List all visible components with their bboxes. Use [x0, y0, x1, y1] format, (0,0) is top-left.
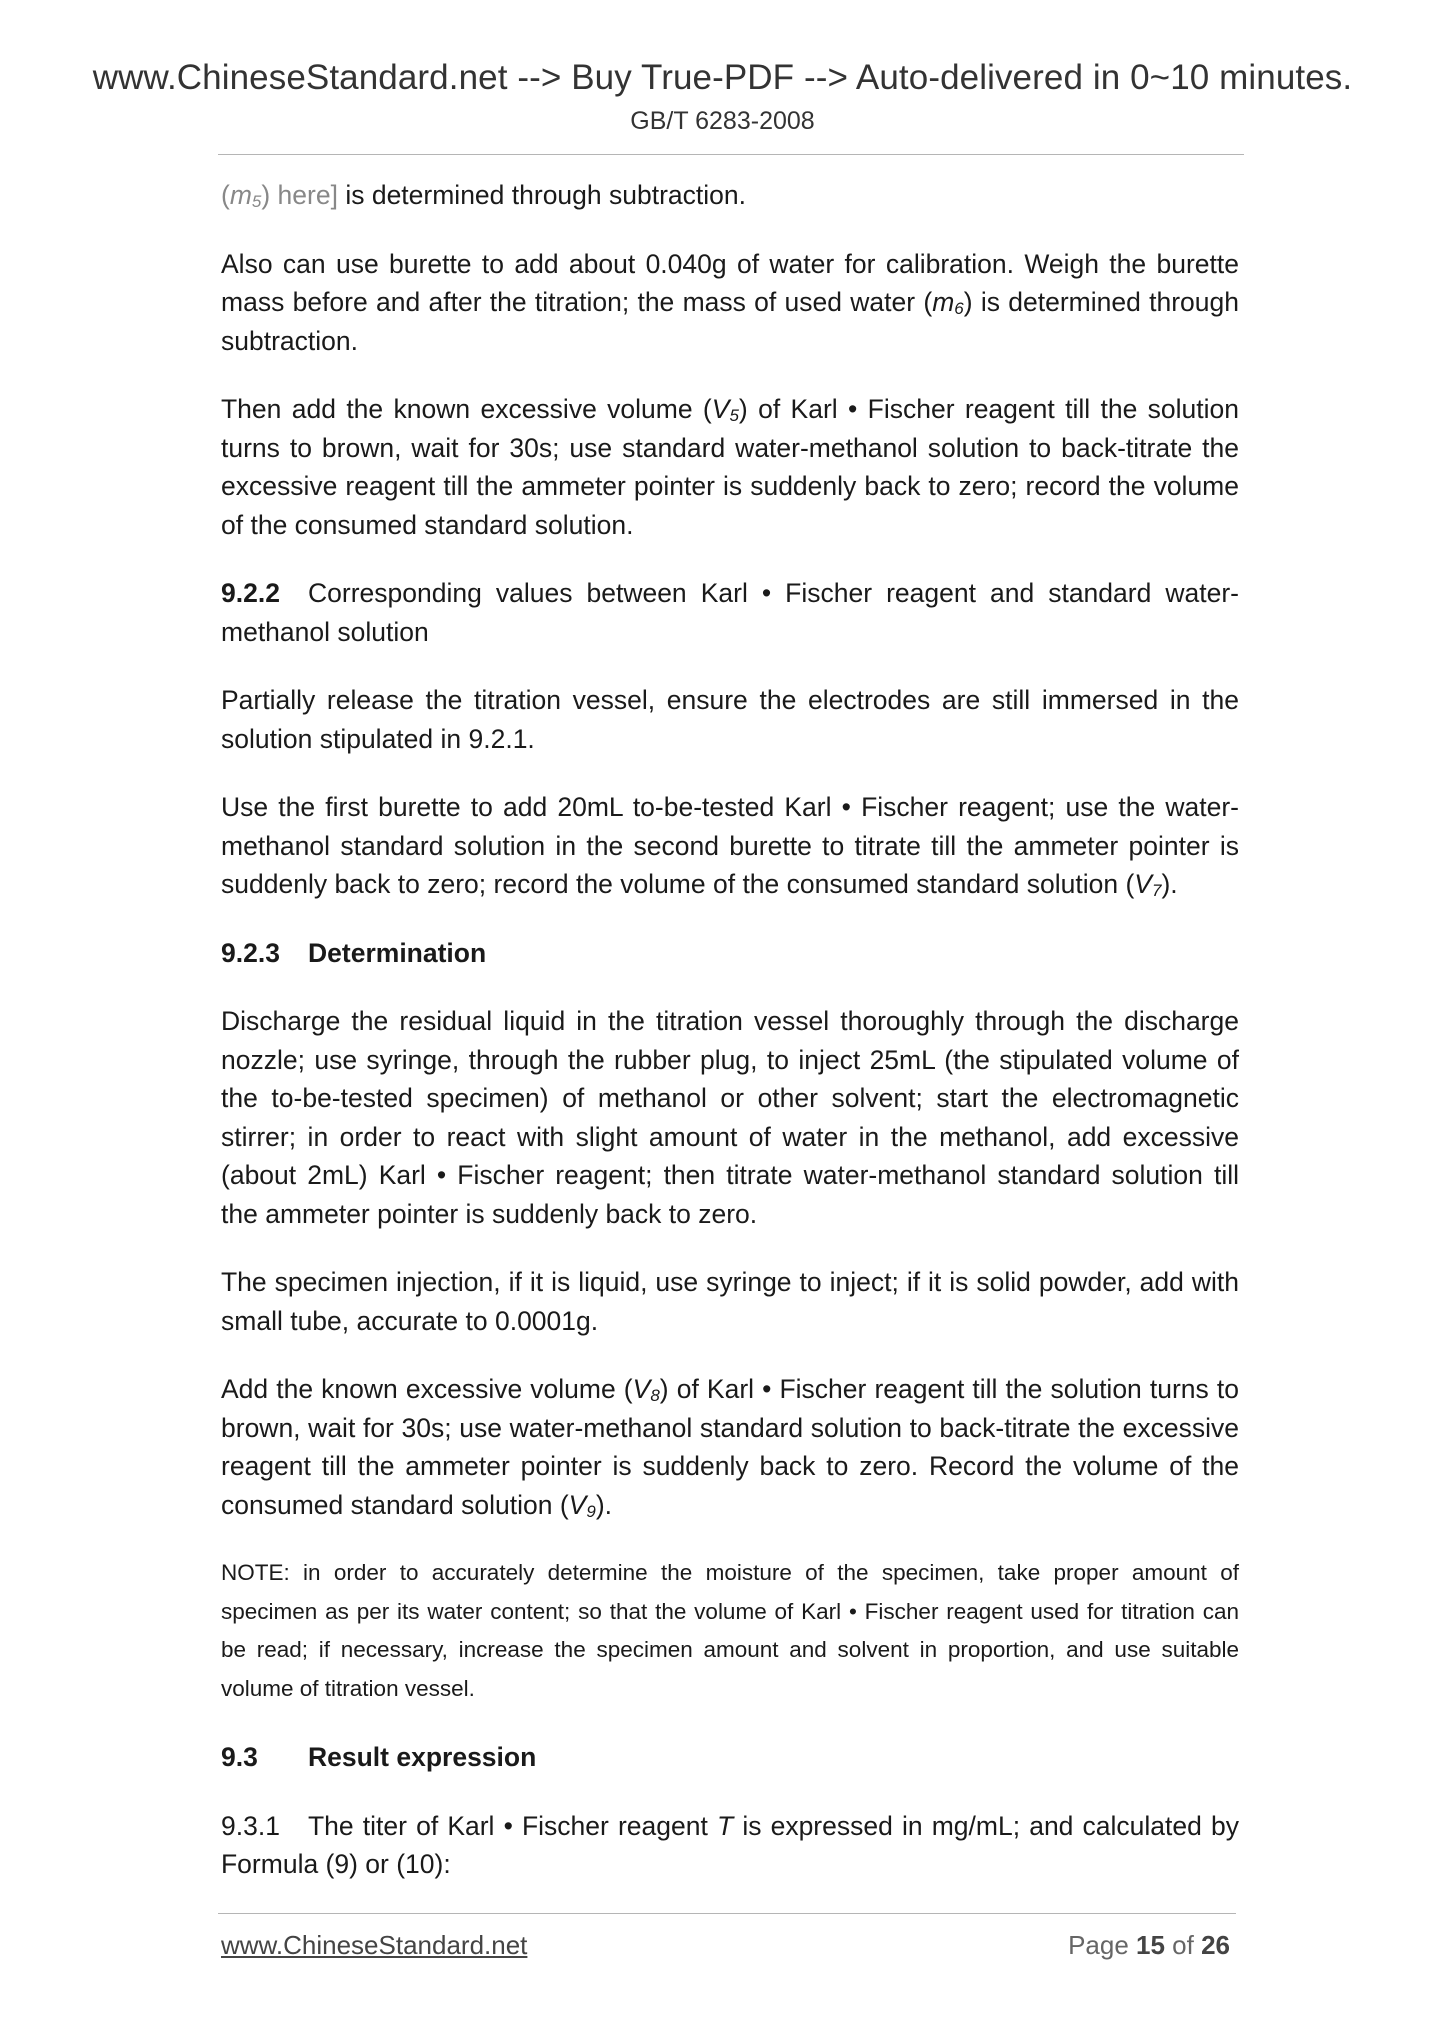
page-total: 26: [1201, 1930, 1230, 1960]
grey-fragment: $(m_5)$ here]: [221, 180, 338, 211]
page-content: [221, 176, 1239, 1914]
standard-number: GB/T 6283-2008: [630, 107, 815, 135]
section-title: Corresponding values between Karl • Fischer reagent and standard water-methanol solution: [221, 578, 1239, 647]
paragraph-release-vessel: Partially release the titration vessel, ensure the electrodes are still immersed in the solution stipulated in 9.2.1.: [221, 685, 1239, 754]
header-divider: [218, 154, 1244, 155]
section-9-3: [221, 1738, 1239, 1777]
paragraph-add-excessive: Add the known excessive volume $(V_8)$ of Karl • Fischer reagent till the solution turns to brown, wait for 30s; use water-methanol standard solution to back-titrate the excessive reagent till the ammeter pointer is suddenly back to zero. Record the volume of the consumed standard solution $(V_9)$.: [221, 1374, 1239, 1521]
paragraph-continuation: $(m_5)$ here] is determined through subtraction.: [221, 180, 747, 211]
paragraph-specimen-injection: The specimen injection, if it is liquid, use syringe to inject; if it is solid powder, add with small tube, accurate to 0.0001g.: [221, 1267, 1239, 1336]
footer-website-link[interactable]: www.ChineseStandard.net: [221, 1930, 528, 1960]
paragraph-first-burette: Use the first burette to add 20mL to-be-tested Karl • Fischer reagent; use the water-methanol standard solution in the second burette to titrate till the ammeter pointer is suddenly back to zero; record the volume of the consumed standard solution $(V_7)$.: [221, 792, 1239, 900]
section-9-2-3: [221, 934, 1239, 973]
note-paragraph: NOTE: in order to accurately determine the moisture of the specimen, take proper amount of specimen as per its water content; so that the volume of Karl • Fischer reagent used for titration can be read; if necessary, increase the specimen amount and solvent in proportion, and use suitable volume of titration vessel.: [221, 1560, 1239, 1701]
section-number: 9.3.1: [221, 1810, 280, 1841]
paragraph-burette-calibration: Also can use burette to add about 0.040g of water for calibration. Weigh the burette mass before and after the titration; the mass of used water $(m_6)$ is determined through subtraction.: [221, 248, 1240, 356]
section-number: 9.3: [221, 1742, 258, 1772]
section-title: Determination: [308, 937, 487, 968]
footer-divider: [218, 1913, 1236, 1914]
section-title: Result expression: [308, 1742, 537, 1772]
page-indicator: Page 15 of 26: [1068, 1930, 1230, 1960]
section-9-2-2: [221, 574, 1239, 651]
paragraph-discharge: Discharge the residual liquid in the titration vessel thoroughly through the discharge nozzle; use syringe, through the rubber plug, to inject 25mL (the stipulated volume of the to-be-tested specimen) of methanol or other solvent; start the electromagnetic stirrer; in order to react with slight amount of water in the methanol, add excessive (about 2mL) Karl • Fischer reagent; then titrate water-methanol standard solution till the ammeter pointer is suddenly back to zero.: [221, 1006, 1239, 1229]
section-number: 9.2.2: [221, 578, 280, 608]
paragraph-9-3-1: 9.3.1 The titer of Karl • Fischer reagent T is expressed in mg/mL; and calculated by Formula (9) or (10):: [221, 1807, 1239, 1884]
paragraph-excessive-volume: Then add the known excessive volume $(V_5)$ of Karl • Fischer reagent till the solution turns to brown, wait for 30s; use standard water-methanol solution to back-titrate the excessive reagent till the ammeter pointer is suddenly back to zero; record the volume of the consumed standard solution.: [221, 394, 1239, 540]
header-banner: www.ChineseStandard.net --> Buy True-PDF --> Auto-delivered in 0~10 minutes.: [92, 58, 1353, 97]
page-current: 15: [1136, 1930, 1165, 1960]
section-number: 9.2.3: [221, 937, 280, 968]
